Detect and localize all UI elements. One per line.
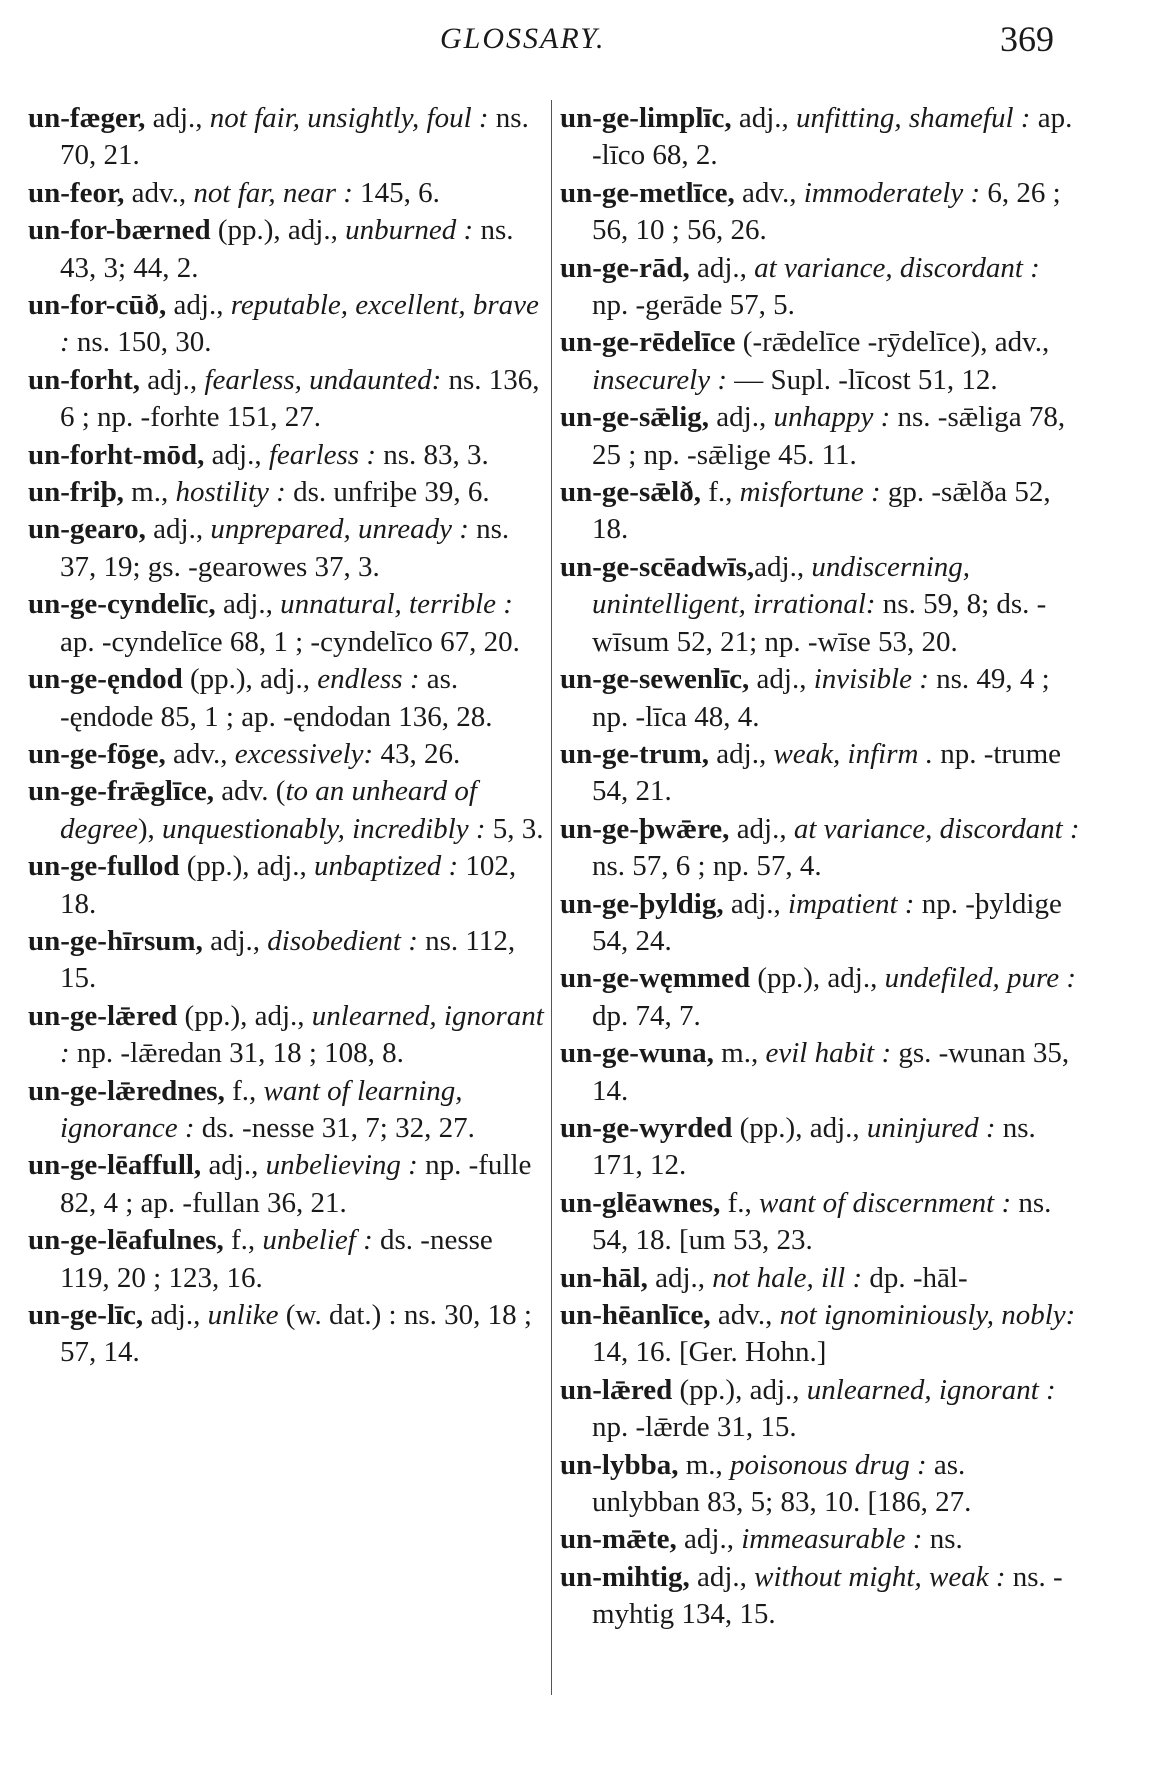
gloss-text: poisonous drug :: [730, 1448, 927, 1481]
glossary-entry: [560, 886, 1080, 961]
headword: un-ge-limplīc,: [560, 102, 732, 134]
glossary-entry: [560, 1035, 1080, 1110]
headword: un-mihtig,: [560, 1560, 690, 1593]
reference-text: ns. 59, 8; ds. -wīsum 52, 21; np. -wīse 53, 20.: [592, 588, 1047, 658]
glossary-entry: [28, 1073, 548, 1148]
glossary-entry: [28, 100, 548, 175]
headword: un-ge-ęndod: [28, 663, 183, 696]
gloss-text: at variance, discordant :: [793, 812, 1080, 845]
reference-text: ns. 83, 3.: [375, 438, 489, 471]
headword: un-ge-trum,: [560, 737, 710, 770]
reference-text: (pp.), adj.,: [182, 663, 318, 696]
gloss-text: unprepared, unready :: [210, 513, 469, 546]
glossary-entry: [28, 848, 548, 923]
reference-text: f.,: [720, 1186, 759, 1219]
glossary-entry: [28, 923, 548, 998]
headword: un-hēanlīce,: [560, 1299, 711, 1331]
reference-text: ap. -cyndelīce 68, 1 ; -cyndelīco 67, 20.: [60, 625, 520, 658]
reference-text: adv. (: [214, 775, 286, 808]
reference-text: adj.,: [143, 1299, 208, 1331]
glossary-entry: [560, 1521, 1080, 1558]
reference-text: 102, 18.: [60, 850, 517, 920]
glossary-entry: [560, 1372, 1080, 1447]
reference-text: adj.,: [749, 663, 814, 696]
glossary-entry: [28, 736, 548, 773]
reference-text: adj.,: [166, 289, 231, 322]
glossary-entry: [560, 250, 1080, 325]
reference-text: — Supl. -līcost 51, 12.: [727, 363, 998, 396]
headword: un-ge-sǣlð,: [560, 476, 701, 509]
glossary-entry: [28, 474, 548, 511]
glossary-entry: [560, 1447, 1080, 1522]
reference-text: ns. 49, 4 ; np. -līca 48, 4.: [592, 663, 1050, 733]
gloss-text: want of learning, ignorance :: [60, 1074, 463, 1144]
glossary-entry: [28, 586, 548, 661]
reference-text: adj.,: [676, 1523, 742, 1556]
headword: un-ge-lēafulnes,: [28, 1224, 224, 1257]
headword: un-ge-węmmed: [560, 962, 751, 995]
reference-text: ns. 136, 6 ; np. -forhte 151, 27.: [60, 363, 540, 434]
reference-text: (w. dat.) : ns. 30, 18 ; 57, 14.: [60, 1299, 532, 1369]
reference-text: np. -trume 54, 21.: [592, 737, 1062, 808]
headword: un-ge-sǣlig,: [560, 401, 710, 434]
glossary-entry: [28, 998, 548, 1073]
headword: un-for-cūð,: [28, 289, 167, 322]
headword: un-ge-lǣred: [28, 999, 178, 1032]
headword: un-ge-fullod: [28, 850, 180, 883]
headword: un-ge-hīrsum,: [28, 924, 203, 957]
reference-text: adj.,: [689, 1560, 755, 1593]
glossary-entry: [28, 362, 548, 437]
reference-text: ns. 54, 18. [um 53, 23.: [592, 1186, 1052, 1257]
headword: un-ge-frǣglīce,: [28, 775, 215, 808]
gloss-text: to an unheard of degree: [60, 775, 477, 845]
glossary-entry: [560, 175, 1080, 250]
reference-text: (pp.), adj.,: [750, 962, 885, 995]
reference-text: ap. -līco 68, 2.: [592, 102, 1073, 172]
gloss-text: weak, infirm .: [773, 737, 933, 770]
gloss-text: fearless :: [268, 438, 376, 471]
page-number: 369: [1000, 19, 1054, 59]
glossary-entry: [560, 474, 1080, 549]
gloss-text: endless :: [317, 663, 420, 696]
reference-text: np. -lǣrde 31, 15.: [592, 1411, 797, 1444]
gloss-text: insecurely :: [592, 363, 728, 396]
reference-text: ns. 171, 12.: [592, 1111, 1036, 1182]
headword: un-lǣred: [560, 1373, 673, 1406]
gloss-text: without might, weak :: [754, 1560, 1006, 1593]
reference-text: ds. -nesse 31, 7; 32, 27.: [194, 1111, 475, 1144]
reference-text: adv.,: [124, 176, 194, 209]
headword: un-forht,: [28, 363, 140, 396]
reference-text: adv.,: [165, 737, 235, 770]
glossary-entry: [28, 1147, 548, 1222]
gloss-text: disobedient :: [267, 924, 418, 957]
reference-text: f.,: [223, 1224, 263, 1257]
reference-text: (pp.), adj.,: [210, 214, 346, 247]
reference-text: m.,: [123, 476, 176, 509]
headword: un-ge-cyndelīc,: [28, 588, 216, 621]
gloss-text: invisible :: [813, 663, 929, 696]
reference-text: adj.,: [204, 438, 269, 471]
reference-text: adj.,: [215, 588, 281, 621]
glossary-entry: [560, 661, 1080, 736]
reference-text: ds. -nesse 119, 20 ; 123, 16.: [60, 1224, 493, 1294]
reference-text: (pp.), adj.,: [672, 1373, 807, 1406]
glossary-entry: [560, 324, 1080, 399]
glossary-column-left: [28, 100, 548, 1372]
headword: un-ge-rēdelīce: [560, 326, 736, 359]
headword: un-ge-þwǣre,: [560, 812, 730, 845]
reference-text: adj.,: [145, 102, 210, 134]
glossary-entry: [560, 960, 1080, 1035]
glossary-entry: [560, 399, 1080, 474]
glossary-column-right: [560, 100, 1080, 1634]
glossary-entry: [560, 1110, 1080, 1185]
gloss-text: unlike: [207, 1299, 279, 1331]
gloss-text: excessively:: [234, 737, 374, 770]
gloss-text: impatient :: [788, 887, 915, 920]
reference-text: adj.,: [202, 924, 268, 957]
reference-text: ns. 70, 21.: [60, 102, 529, 172]
glossary-entry: [560, 1559, 1080, 1634]
reference-text: (pp.), adj.,: [179, 850, 314, 883]
reference-text: (pp.), adj.,: [732, 1111, 867, 1144]
glossary-entry: [28, 1297, 548, 1372]
reference-text: adj.,: [647, 1261, 713, 1294]
headword: un-gearo,: [28, 513, 146, 546]
reference-text: np. -þyldige 54, 24.: [592, 887, 1062, 957]
reference-text: ns. 112, 15.: [60, 924, 516, 995]
reference-text: ns. 57, 6 ; np. 57, 4.: [592, 850, 822, 883]
headword: un-ge-līc,: [28, 1299, 144, 1331]
reference-text: m.,: [678, 1448, 731, 1481]
reference-text: ),: [137, 812, 162, 845]
headword: un-ge-wyrded: [560, 1111, 733, 1144]
page-header: [0, 18, 1158, 70]
reference-text: (-rǣdelīce -rȳdelīce), adv.,: [735, 326, 1050, 359]
reference-text: adj.,: [139, 363, 205, 396]
gloss-text: not far, near :: [193, 176, 353, 209]
reference-text: adj.,: [201, 1149, 266, 1182]
gloss-text: not ignominiously, nobly:: [779, 1299, 1076, 1331]
reference-text: as. unlybban 83, 5; 83, 10. [186, 27.: [592, 1448, 972, 1519]
reference-text: np. -gerāde 57, 5.: [592, 289, 795, 322]
glossary-entry: [28, 661, 548, 736]
glossary-entry: [28, 175, 548, 212]
gloss-text: not hale, ill :: [712, 1261, 863, 1294]
reference-text: adj.,: [731, 102, 797, 134]
glossary-entry: [560, 811, 1080, 886]
reference-text: adj.,: [709, 401, 774, 434]
headword: un-ge-lēaffull,: [28, 1149, 202, 1182]
gloss-text: immeasurable :: [741, 1523, 923, 1556]
gloss-text: at variance, discordant :: [754, 251, 1040, 284]
gloss-text: unbelief :: [262, 1224, 373, 1257]
reference-text: adj.,: [723, 887, 789, 920]
reference-text: ns.: [922, 1523, 963, 1556]
headword: un-lybba,: [560, 1448, 679, 1481]
reference-text: adj.,: [145, 513, 211, 546]
reference-text: ns. 37, 19; gs. -gearowes 37, 3.: [60, 513, 510, 583]
reference-text: adj.,: [709, 737, 774, 770]
headword: un-friþ,: [28, 476, 124, 509]
headword: un-ge-fōge,: [28, 737, 166, 770]
reference-text: ns. 43, 3; 44, 2.: [60, 214, 514, 284]
reference-text: ns. 150, 30.: [69, 326, 212, 359]
headword: un-ge-þyldig,: [560, 887, 724, 920]
gloss-text: unbaptized :: [313, 850, 459, 883]
headword: un-ge-metlīce,: [560, 176, 735, 209]
running-title: GLOSSARY.: [440, 22, 606, 55]
reference-text: 14, 16. [Ger. Hohn.]: [592, 1336, 827, 1369]
reference-text: gp. -sǣlða 52, 18.: [592, 476, 1051, 546]
reference-text: adj.,: [754, 550, 812, 583]
glossary-entry: [28, 511, 548, 586]
reference-text: adj.,: [689, 251, 755, 284]
reference-text: as. -ęndode 85, 1 ; ap. -ęndodan 136, 28.: [60, 663, 493, 733]
gloss-text: evil habit :: [765, 1037, 892, 1070]
reference-text: np. -lǣredan 31, 18 ; 108, 8.: [69, 1037, 404, 1070]
headword: un-ge-wuna,: [560, 1037, 714, 1070]
gloss-text: undiscerning, unintelligent, irrational:: [592, 550, 971, 621]
gloss-text: reputable, excellent, brave :: [60, 289, 539, 359]
glossary-entry: [560, 1297, 1080, 1372]
headword: un-ge-rād,: [560, 251, 690, 284]
reference-text: 43, 26.: [373, 737, 461, 770]
headword: un-hāl,: [560, 1261, 648, 1294]
headword: un-feor,: [28, 176, 125, 209]
gloss-text: hostility :: [175, 476, 286, 509]
glossary-entry: [28, 212, 548, 287]
glossary-entry: [28, 287, 548, 362]
gloss-text: unburned :: [345, 214, 474, 247]
headword: un-ge-lǣrednes,: [28, 1074, 225, 1107]
gloss-text: unlearned, ignorant :: [60, 999, 544, 1070]
glossary-entry: [28, 773, 548, 848]
gloss-text: undefiled, pure :: [884, 962, 1076, 995]
gloss-text: fearless, undaunted:: [204, 363, 442, 396]
glossary-entry: [560, 100, 1080, 175]
reference-text: adv.,: [710, 1299, 780, 1331]
gloss-text: uninjured :: [866, 1111, 996, 1144]
gloss-text: want of discernment :: [759, 1186, 1012, 1219]
headword: un-mǣte,: [560, 1523, 677, 1556]
gloss-text: unquestionably, incredibly :: [162, 812, 486, 845]
reference-text: 5, 3.: [485, 812, 544, 845]
gloss-text: unfitting, shameful :: [796, 102, 1031, 134]
reference-text: f.,: [224, 1074, 264, 1107]
reference-text: 145, 6.: [352, 176, 440, 209]
glossary-entry: [560, 1260, 1080, 1297]
reference-text: gs. -wunan 35, 14.: [592, 1037, 1070, 1107]
reference-text: adj.,: [729, 812, 794, 845]
reference-text: dp. 74, 7.: [592, 999, 701, 1032]
headword: un-glēawnes,: [560, 1186, 721, 1219]
reference-text: ds. unfriþe 39, 6.: [285, 476, 490, 509]
column-divider: [551, 100, 552, 1695]
headword: un-for-bærned: [28, 214, 211, 247]
glossary-entry: [560, 549, 1080, 661]
headword: un-ge-scēadwīs,: [560, 550, 755, 583]
reference-text: ns. -myhtig 134, 15.: [592, 1560, 1063, 1631]
reference-text: adv.,: [734, 176, 804, 209]
glossary-entry: [560, 1185, 1080, 1260]
headword: un-fæger,: [28, 102, 146, 134]
headword: un-ge-sewenlīc,: [560, 663, 750, 696]
reference-text: 6, 26 ; 56, 10 ; 56, 26.: [592, 176, 1061, 247]
gloss-text: unnatural, terrible :: [280, 588, 513, 621]
gloss-text: unlearned, ignorant :: [806, 1373, 1056, 1406]
glossary-entry: [28, 437, 548, 474]
gloss-text: misfortune :: [739, 476, 881, 509]
gloss-text: unhappy :: [773, 401, 891, 434]
reference-text: np. -fulle 82, 4 ; ap. -fullan 36, 21.: [60, 1149, 532, 1219]
glossary-entry: [28, 1222, 548, 1297]
reference-text: f.,: [700, 476, 740, 509]
glossary-entry: [560, 736, 1080, 811]
headword: un-forht-mōd,: [28, 438, 205, 471]
reference-text: ns. -sǣliga 78, 25 ; np. -sǣlige 45. 11.: [592, 401, 1066, 471]
gloss-text: unbelieving :: [265, 1149, 418, 1182]
reference-text: m.,: [713, 1037, 766, 1070]
gloss-text: immoderately :: [803, 176, 981, 209]
reference-text: (pp.), adj.,: [177, 999, 312, 1032]
reference-text: dp. -hāl-: [862, 1261, 968, 1294]
gloss-text: not fair, unsightly, foul :: [209, 102, 489, 134]
